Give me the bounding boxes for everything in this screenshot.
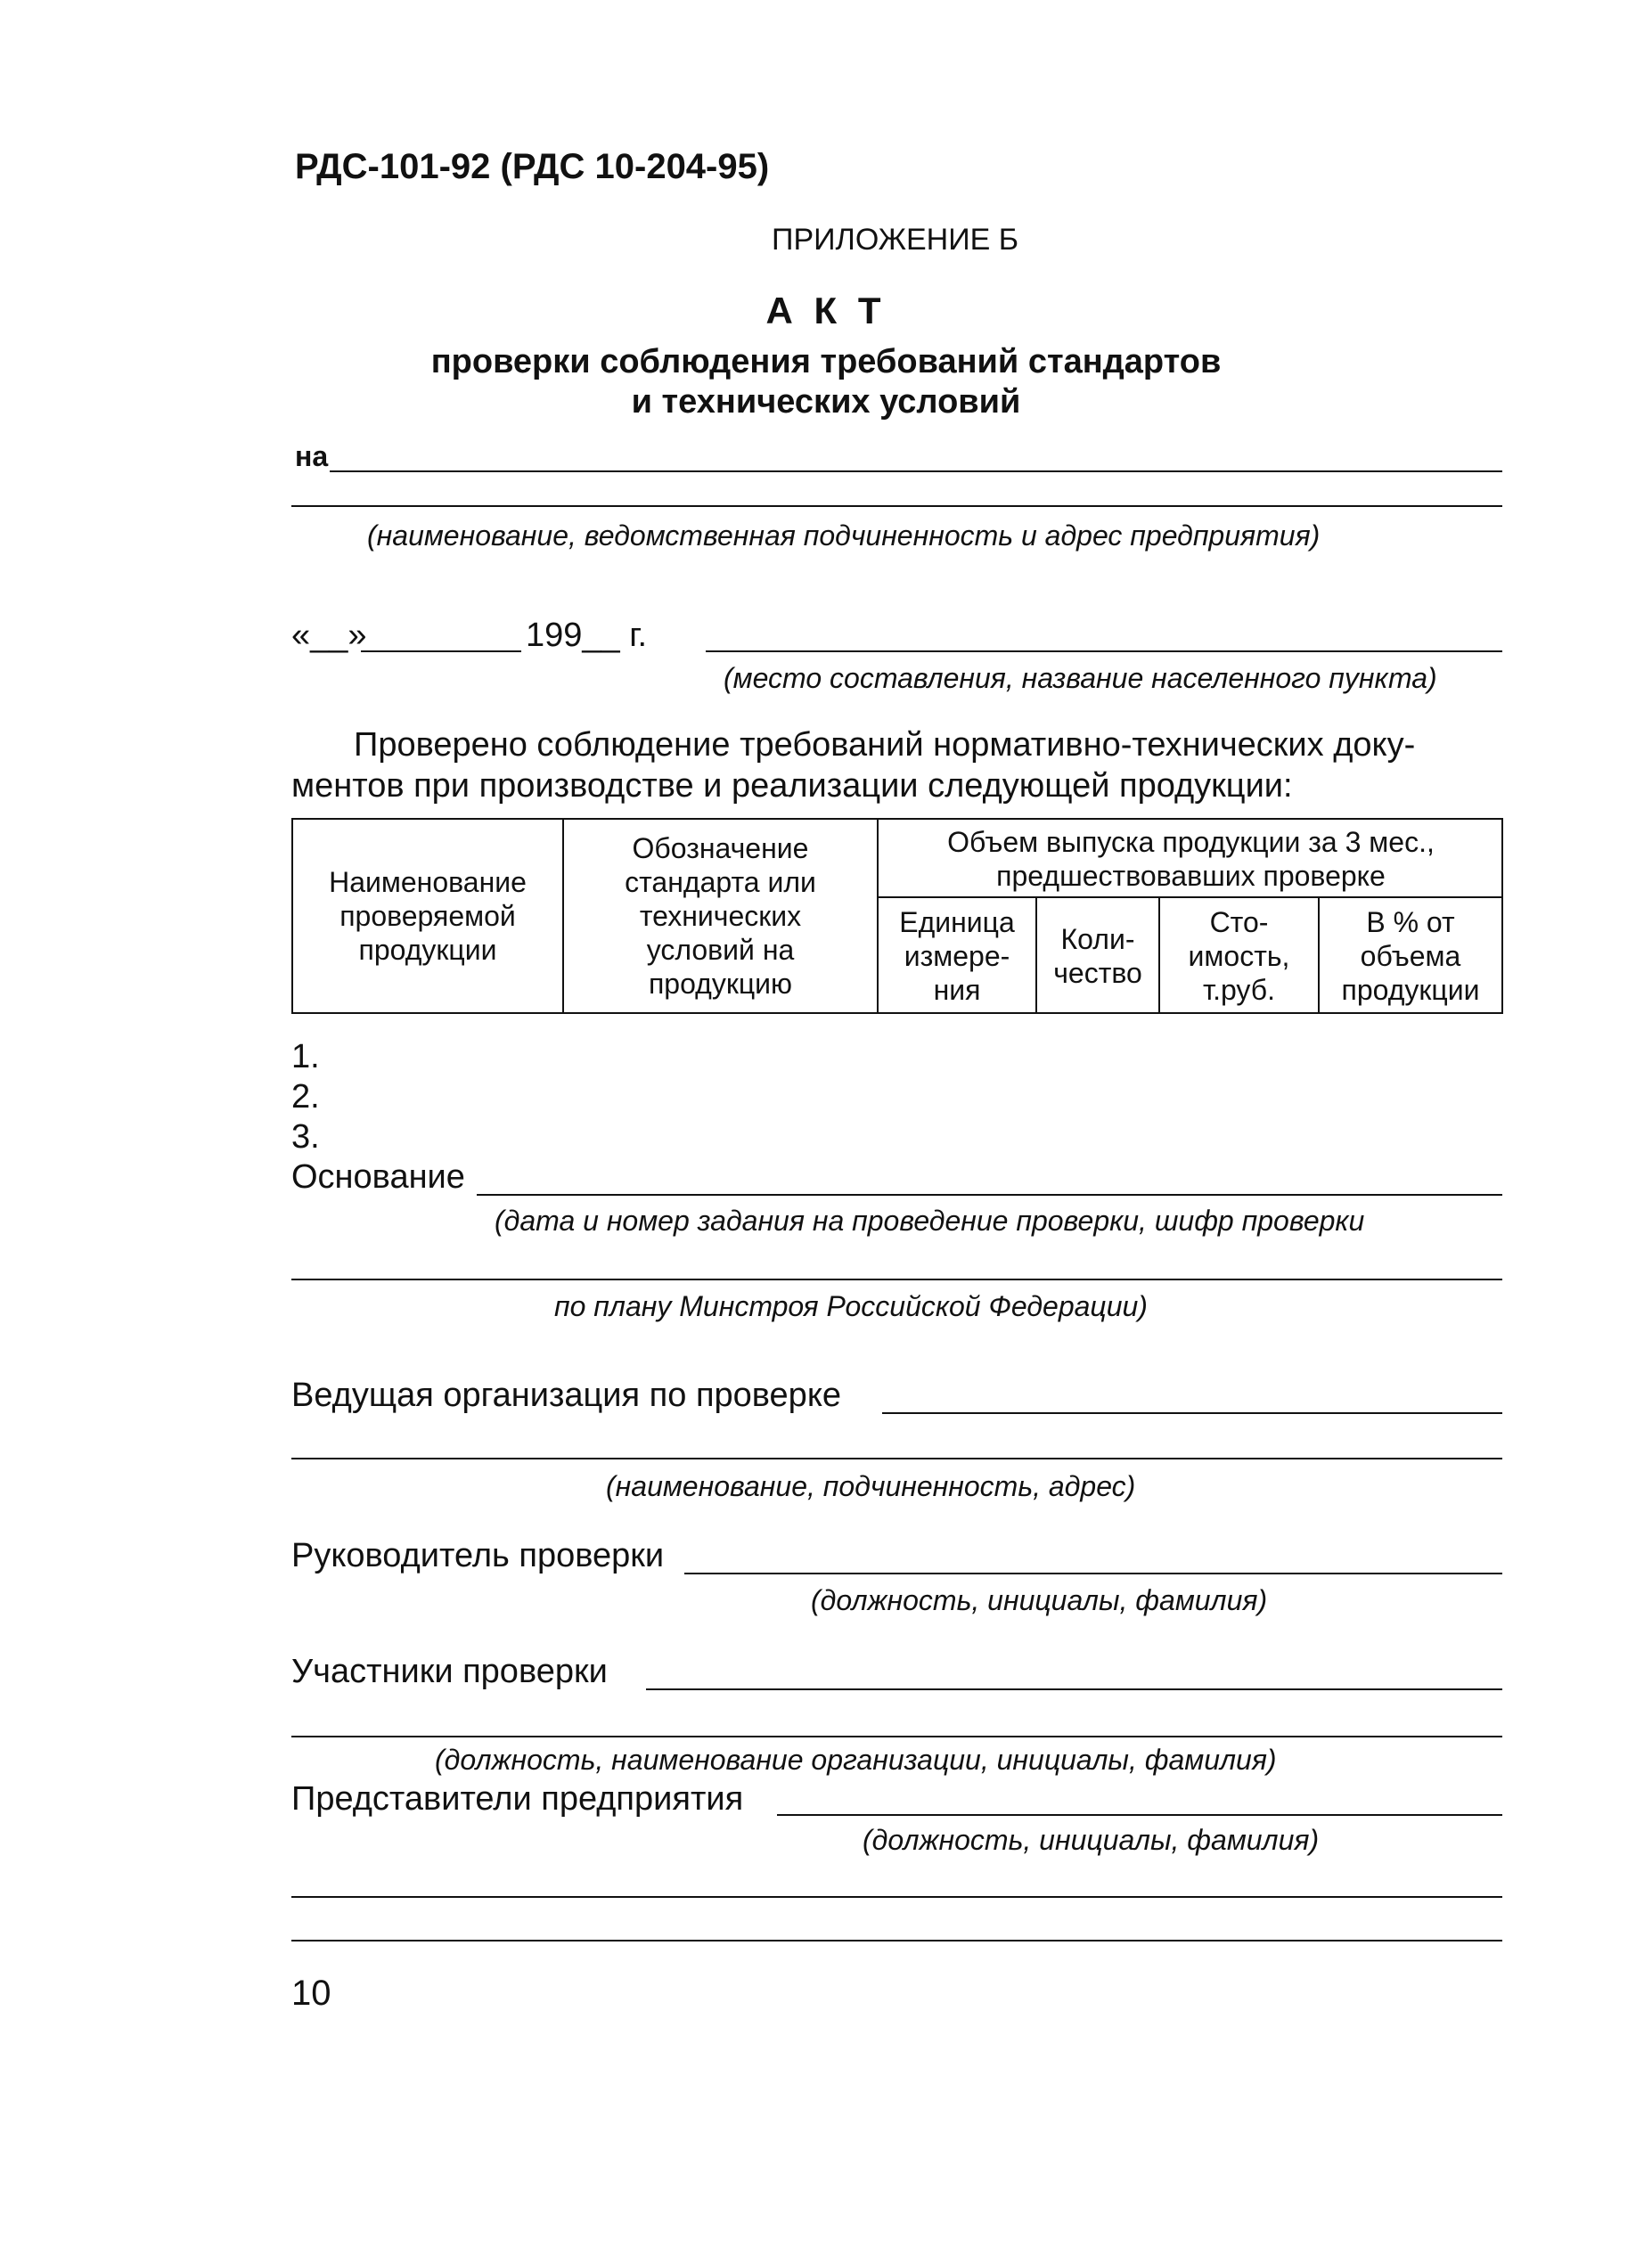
header-quantity: Коли- чество [1053, 923, 1142, 989]
head-caption: (должность, инициалы, фамилия) [811, 1584, 1268, 1616]
enterprise-caption: (наименование, ведомственная подчиненность и адрес предприятия) [367, 519, 1321, 552]
place-caption: (место составления, название населенного пункта) [724, 662, 1437, 694]
representatives-line-3 [291, 1940, 1502, 1941]
enterprise-prefix: на [295, 440, 329, 472]
date-day: «__» [291, 617, 367, 654]
basis-label: Основание [291, 1158, 465, 1196]
lead-org-caption: (наименование, подчиненность, адрес) [606, 1470, 1136, 1502]
intro-line2: ментов при производстве и реализации следующей продукции: [291, 767, 1293, 805]
date-month-line [361, 650, 521, 652]
representatives-line-2 [291, 1896, 1502, 1898]
intro-line1: Проверено соблюдение требований нормативно-технических доку- [354, 726, 1416, 764]
lead-org-line-1 [882, 1412, 1502, 1414]
basis-line-2 [291, 1279, 1502, 1280]
table-border-left [291, 818, 293, 1014]
representatives-label: Представители предприятия [291, 1780, 744, 1818]
table-divider [1158, 896, 1160, 1014]
participants-line-2 [291, 1736, 1502, 1737]
basis-line-1 [477, 1194, 1502, 1196]
table-divider [1035, 896, 1037, 1014]
table-border-top [291, 818, 1503, 820]
place-line [706, 650, 1502, 652]
header-cost: Сто- имость, т.руб. [1188, 906, 1290, 1006]
header-product: Наименование проверяемой продукции [329, 866, 527, 966]
document-code: РДС-101-92 (РДС 10-204-95) [295, 147, 770, 186]
header-volume-line1: Объем выпуска продукции за 3 мес., [947, 826, 1435, 858]
date-year: 199__ г. [526, 617, 648, 654]
row-number-2: 2. [291, 1078, 320, 1116]
basis-caption-2: по плану Минстроя Российской Федерации) [554, 1290, 1148, 1322]
table-divider [877, 818, 879, 1014]
participants-line-1 [646, 1688, 1502, 1690]
page-number: 10 [291, 1974, 331, 2013]
table-group-divider [877, 896, 1503, 898]
table-divider [1318, 896, 1320, 1014]
representatives-line [777, 1814, 1502, 1816]
products-table [291, 818, 1503, 1014]
appendix-label: ПРИЛОЖЕНИЕ Б [772, 223, 1019, 257]
act-subtitle-line2: и технических условий [631, 383, 1021, 421]
head-line [684, 1573, 1502, 1574]
header-standard: Обозначение стандарта или технических условий на продукцию [625, 832, 816, 1000]
lead-org-label: Ведущая организация по проверке [291, 1377, 841, 1414]
row-number-3: 3. [291, 1118, 320, 1156]
act-subtitle-line1: проверки соблюдения требований стандартов [430, 343, 1222, 380]
enterprise-line-2 [291, 505, 1502, 507]
table-divider [562, 818, 564, 1014]
header-volume-line2: предшествовавших проверке [996, 860, 1386, 892]
table-border-right [1501, 818, 1503, 1014]
basis-caption-1: (дата и номер задания на проведение проверки, шифр проверки [495, 1205, 1365, 1237]
enterprise-line-1 [330, 470, 1502, 472]
participants-label: Участники проверки [291, 1653, 608, 1690]
row-number-1: 1. [291, 1038, 320, 1075]
representatives-caption: (должность, инициалы, фамилия) [863, 1824, 1320, 1856]
header-unit: Единица измере- ния [899, 906, 1015, 1006]
table-border-bottom [291, 1012, 1503, 1014]
head-label: Руководитель проверки [291, 1537, 665, 1574]
act-title: А К Т [765, 290, 887, 331]
lead-org-line-2 [291, 1458, 1502, 1459]
participants-caption: (должность, наименование организации, инициалы, фамилия) [435, 1744, 1277, 1776]
header-percent: В % от объема продукции [1341, 906, 1480, 1006]
